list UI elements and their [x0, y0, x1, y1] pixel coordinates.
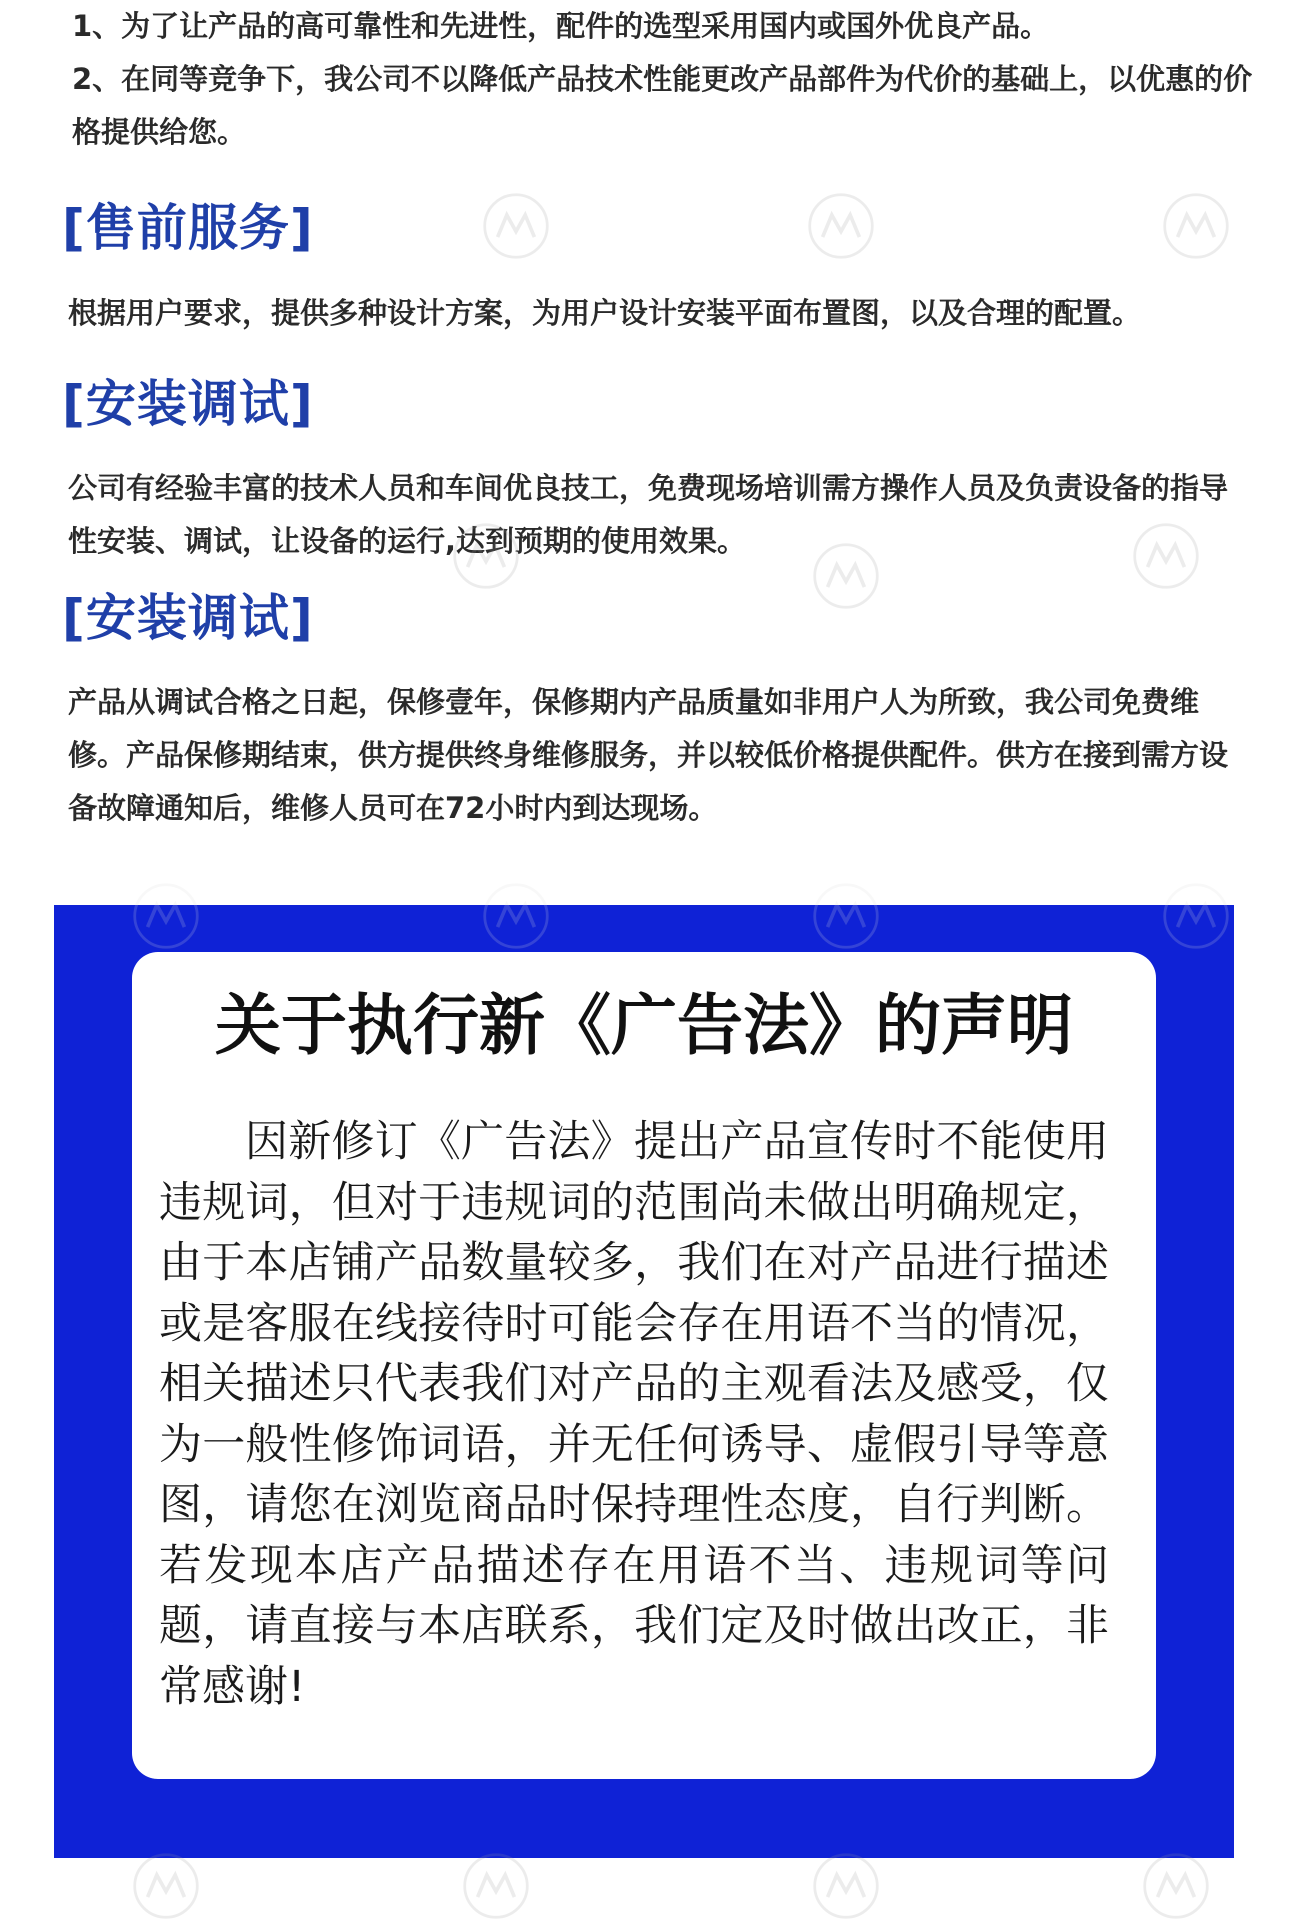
intro-item-1: 1、为了让产品的高可靠性和先进性，配件的选型采用国内或国外优良产品。 — [72, 9, 1050, 43]
watermark-logo-icon — [1150, 870, 1242, 962]
notice-title: 关于执行新《广告法》的声明 — [215, 987, 1073, 1064]
intro-item-2: 2、在同等竞争下，我公司不以降低产品技术性能更改产品部件为代价的基础上，以优惠的价格提供给您。 — [72, 62, 1253, 149]
notice-panel — [54, 905, 1234, 1858]
watermark-logo-icon — [795, 180, 887, 272]
watermark-logo-icon — [470, 180, 562, 272]
section-body-presales: 根据用户要求，提供多种设计方案，为用户设计安装平面布置图，以及合理的配置。 — [68, 296, 1142, 330]
notice-card — [132, 952, 1156, 1779]
watermark-logo-icon — [800, 1840, 892, 1932]
watermark-logo-icon — [470, 870, 562, 962]
intro-list — [72, 0, 1262, 159]
watermark-logo-icon — [120, 1840, 212, 1932]
watermark-logo-icon — [800, 530, 892, 622]
watermark-logo-icon — [450, 1840, 542, 1932]
watermark-logo-icon — [1120, 510, 1212, 602]
watermark-logo-icon — [120, 870, 212, 962]
section-title-presales: [售前服务] — [62, 199, 314, 257]
section-title-installation: [安装调试] — [62, 375, 314, 433]
watermark-logo-icon — [800, 870, 892, 962]
notice-body: 因新修订《广告法》提出产品宣传时不能使用违规词，但对于违规词的范围尚未做出明确规定，由于本店铺产品数量较多，我们在对产品进行描述或是客服在线接待时可能会存在用语不当的情况，相关描述只代表我们对产品的主观看法及感受，仅为一般性修饰词语，并无任何诱导、虚假引导等意图，请您在浏览商品时保持理性态度，自行判断。若发现本店产品描述存在用语不当、违规词等问题，请直接与本店联系，我们定及时做出改正，非常感谢! — [159, 1117, 1109, 1712]
section-body-installation: 公司有经验丰富的技术人员和车间优良技工，免费现场培训需方操作人员及负责设备的指导性安装、调试，让设备的运行,达到预期的使用效果。 — [68, 471, 1229, 558]
watermark-logo-icon — [1150, 180, 1242, 272]
watermark-logo-icon — [440, 510, 532, 602]
section-body-warranty: 产品从调试合格之日起，保修壹年，保修期内产品质量如非用户人为所致，我公司免费维修。产品保修期结束，供方提供终身维修服务，并以较低价格提供配件。供方在接到需方设备故障通知后，维修人员可在72小时内到达现场。 — [68, 685, 1229, 825]
section-title-warranty: [安装调试] — [62, 589, 314, 647]
watermark-logo-icon — [1130, 1840, 1222, 1932]
